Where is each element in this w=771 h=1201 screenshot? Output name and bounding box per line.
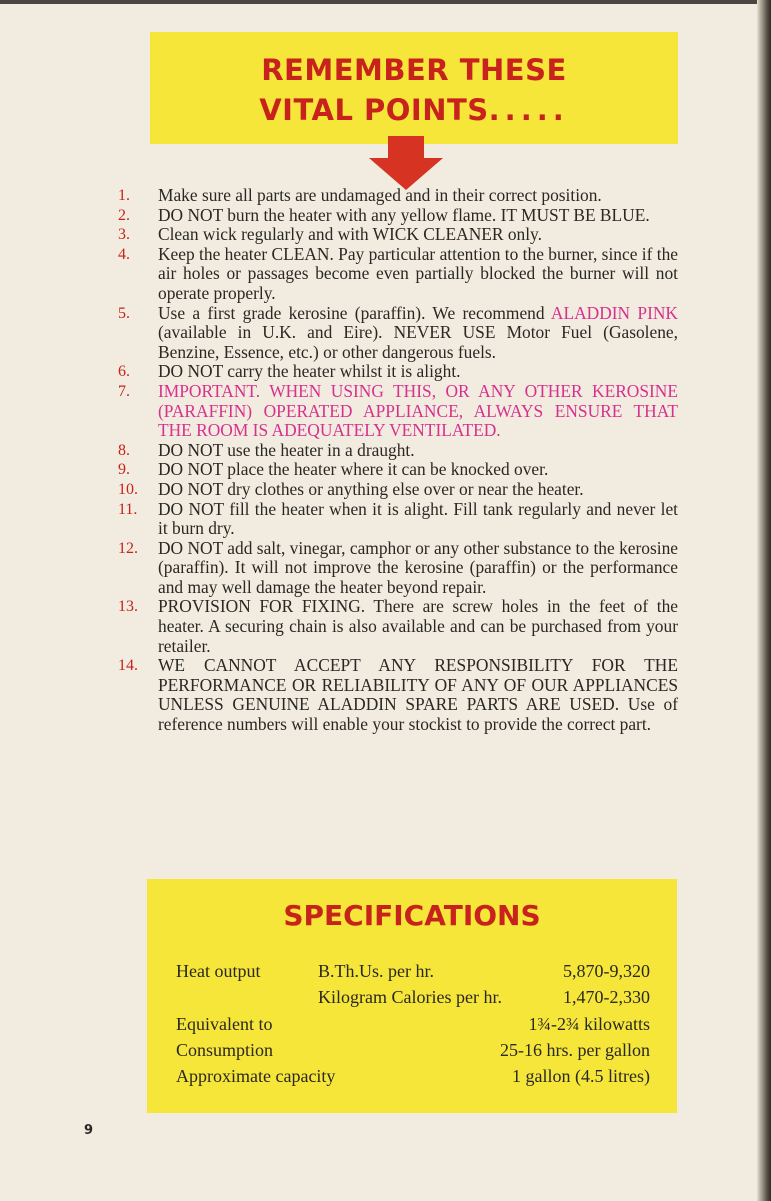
header-line-2-words: VITAL POINTS [259, 93, 489, 127]
point-number: 3. [118, 226, 130, 244]
list-item [118, 362, 678, 382]
header-line-2-dots: ..... [488, 93, 569, 127]
spec-unit: B.Th.Us. per hr. [318, 961, 434, 981]
page-number: 9 [84, 1123, 94, 1138]
spec-value: 5,870-9,320 [563, 961, 650, 981]
point-text: Clean wick regularly and with WICK CLEANER only. [158, 224, 542, 245]
list-item [118, 539, 678, 598]
list-item [118, 206, 678, 226]
point-number: 9. [118, 461, 130, 479]
list-item [118, 225, 678, 245]
header-line-1: REMEMBER THESE [261, 53, 567, 87]
spec-label: Heat output [176, 961, 261, 981]
spec-value: 1,470-2,330 [563, 987, 650, 1007]
point-text: DO NOT carry the heater whilst it is alight. [158, 361, 461, 382]
list-item [118, 480, 678, 500]
point-number: 12. [118, 539, 138, 557]
spec-label: Approximate capacity [176, 1066, 336, 1086]
point-number: 6. [118, 363, 130, 381]
point-number: 14. [118, 657, 138, 675]
point-text: DO NOT burn the heater with any yellow flame. IT MUST BE BLUE. [158, 204, 650, 225]
point-text: DO NOT fill the heater when it is alight. Fill tank regularly and never let it burn dry. [158, 498, 678, 539]
spec-row [147, 1014, 677, 1038]
spec-value: 25-16 hrs. per gallon [500, 1040, 650, 1060]
point-number: 5. [118, 304, 130, 322]
point-text: Use a first grade kerosine (paraffin). We recommend [158, 302, 545, 323]
point-number: 10. [118, 480, 138, 498]
list-item [118, 186, 678, 206]
point-number: 7. [118, 382, 130, 400]
point-text: DO NOT dry clothes or anything else over or near the heater. [158, 478, 584, 499]
specifications-title: SPECIFICATIONS [283, 899, 541, 932]
point-text: Keep the heater CLEAN. Pay particular attention to the burner, since if the air holes or passages become even partially blocked the burner will not operate properly. [158, 243, 678, 303]
spec-unit: Kilogram Calories per hr. [318, 987, 502, 1007]
spec-row [147, 1040, 677, 1064]
point-number: 8. [118, 441, 130, 459]
point-text: Make sure all parts are undamaged and in their correct position. [158, 185, 602, 205]
spec-label: Consumption [176, 1040, 274, 1060]
list-item [118, 245, 678, 304]
point-text: PROVISION FOR FIXING. There are screw holes in the feet of the heater. A securing chain is also available and can be purchased from your retailer. [158, 596, 678, 656]
aladdin-pink-highlight: ALADDIN PINK [550, 302, 678, 323]
point-text: DO NOT use the heater in a draught. [158, 439, 415, 460]
spec-value: 1 gallon (4.5 litres) [512, 1066, 650, 1086]
down-arrow-icon [369, 136, 443, 190]
point-number: 13. [118, 598, 138, 616]
header-line-2 [150, 90, 678, 130]
point-number: 4. [118, 245, 130, 263]
spec-row [147, 961, 677, 985]
point-text: DO NOT add salt, vinegar, camphor or any other substance to the kerosine (paraffin). It will not improve the kerosine (paraffin) or the performance and may well damage the heater beyond repair. [158, 537, 678, 597]
header-banner [150, 32, 678, 144]
list-item [118, 382, 678, 441]
list-item [118, 441, 678, 461]
page-binding-edge [757, 0, 771, 1201]
point-number: 11. [118, 500, 138, 518]
point-text: DO NOT place the heater where it can be knocked over. [158, 459, 549, 480]
point-number: 1. [118, 187, 130, 204]
list-item [118, 304, 678, 363]
point-number: 2. [118, 206, 130, 224]
list-item [118, 656, 678, 734]
spec-row [147, 987, 677, 1011]
ventilation-warning: IMPORTANT. WHEN USING THIS, OR ANY OTHER KEROSINE (PARAFFIN) OPERATED APPLIANCE, ALWAYS ENSURE THAT THE ROOM IS ADEQUATELY VENTILATED. [158, 380, 678, 441]
spec-label: Equivalent to [176, 1014, 273, 1034]
specifications-box [147, 879, 677, 1113]
point-text: WE CANNOT ACCEPT ANY RESPONSIBILITY FOR THE PERFORMANCE OR RELIABILITY OF ANY OF OUR APPLIANCES UNLESS GENUINE ALADDIN SPARE PARTS ARE USED. Use of reference numbers will enable your stockist to provide the correct part. [158, 655, 678, 735]
spec-value: 1¾-2¾ kilowatts [528, 1014, 650, 1034]
list-item [118, 460, 678, 480]
vital-points-list [118, 186, 678, 735]
page-top-edge [0, 0, 771, 4]
list-item [118, 597, 678, 656]
point-text-cont: (available in U.K. and Eire). NEVER USE Motor Fuel (Gasolene, Benzine, Essence, etc.) or other dangerous fuels. [158, 322, 678, 362]
spec-row [147, 1066, 677, 1090]
list-item [118, 500, 678, 539]
